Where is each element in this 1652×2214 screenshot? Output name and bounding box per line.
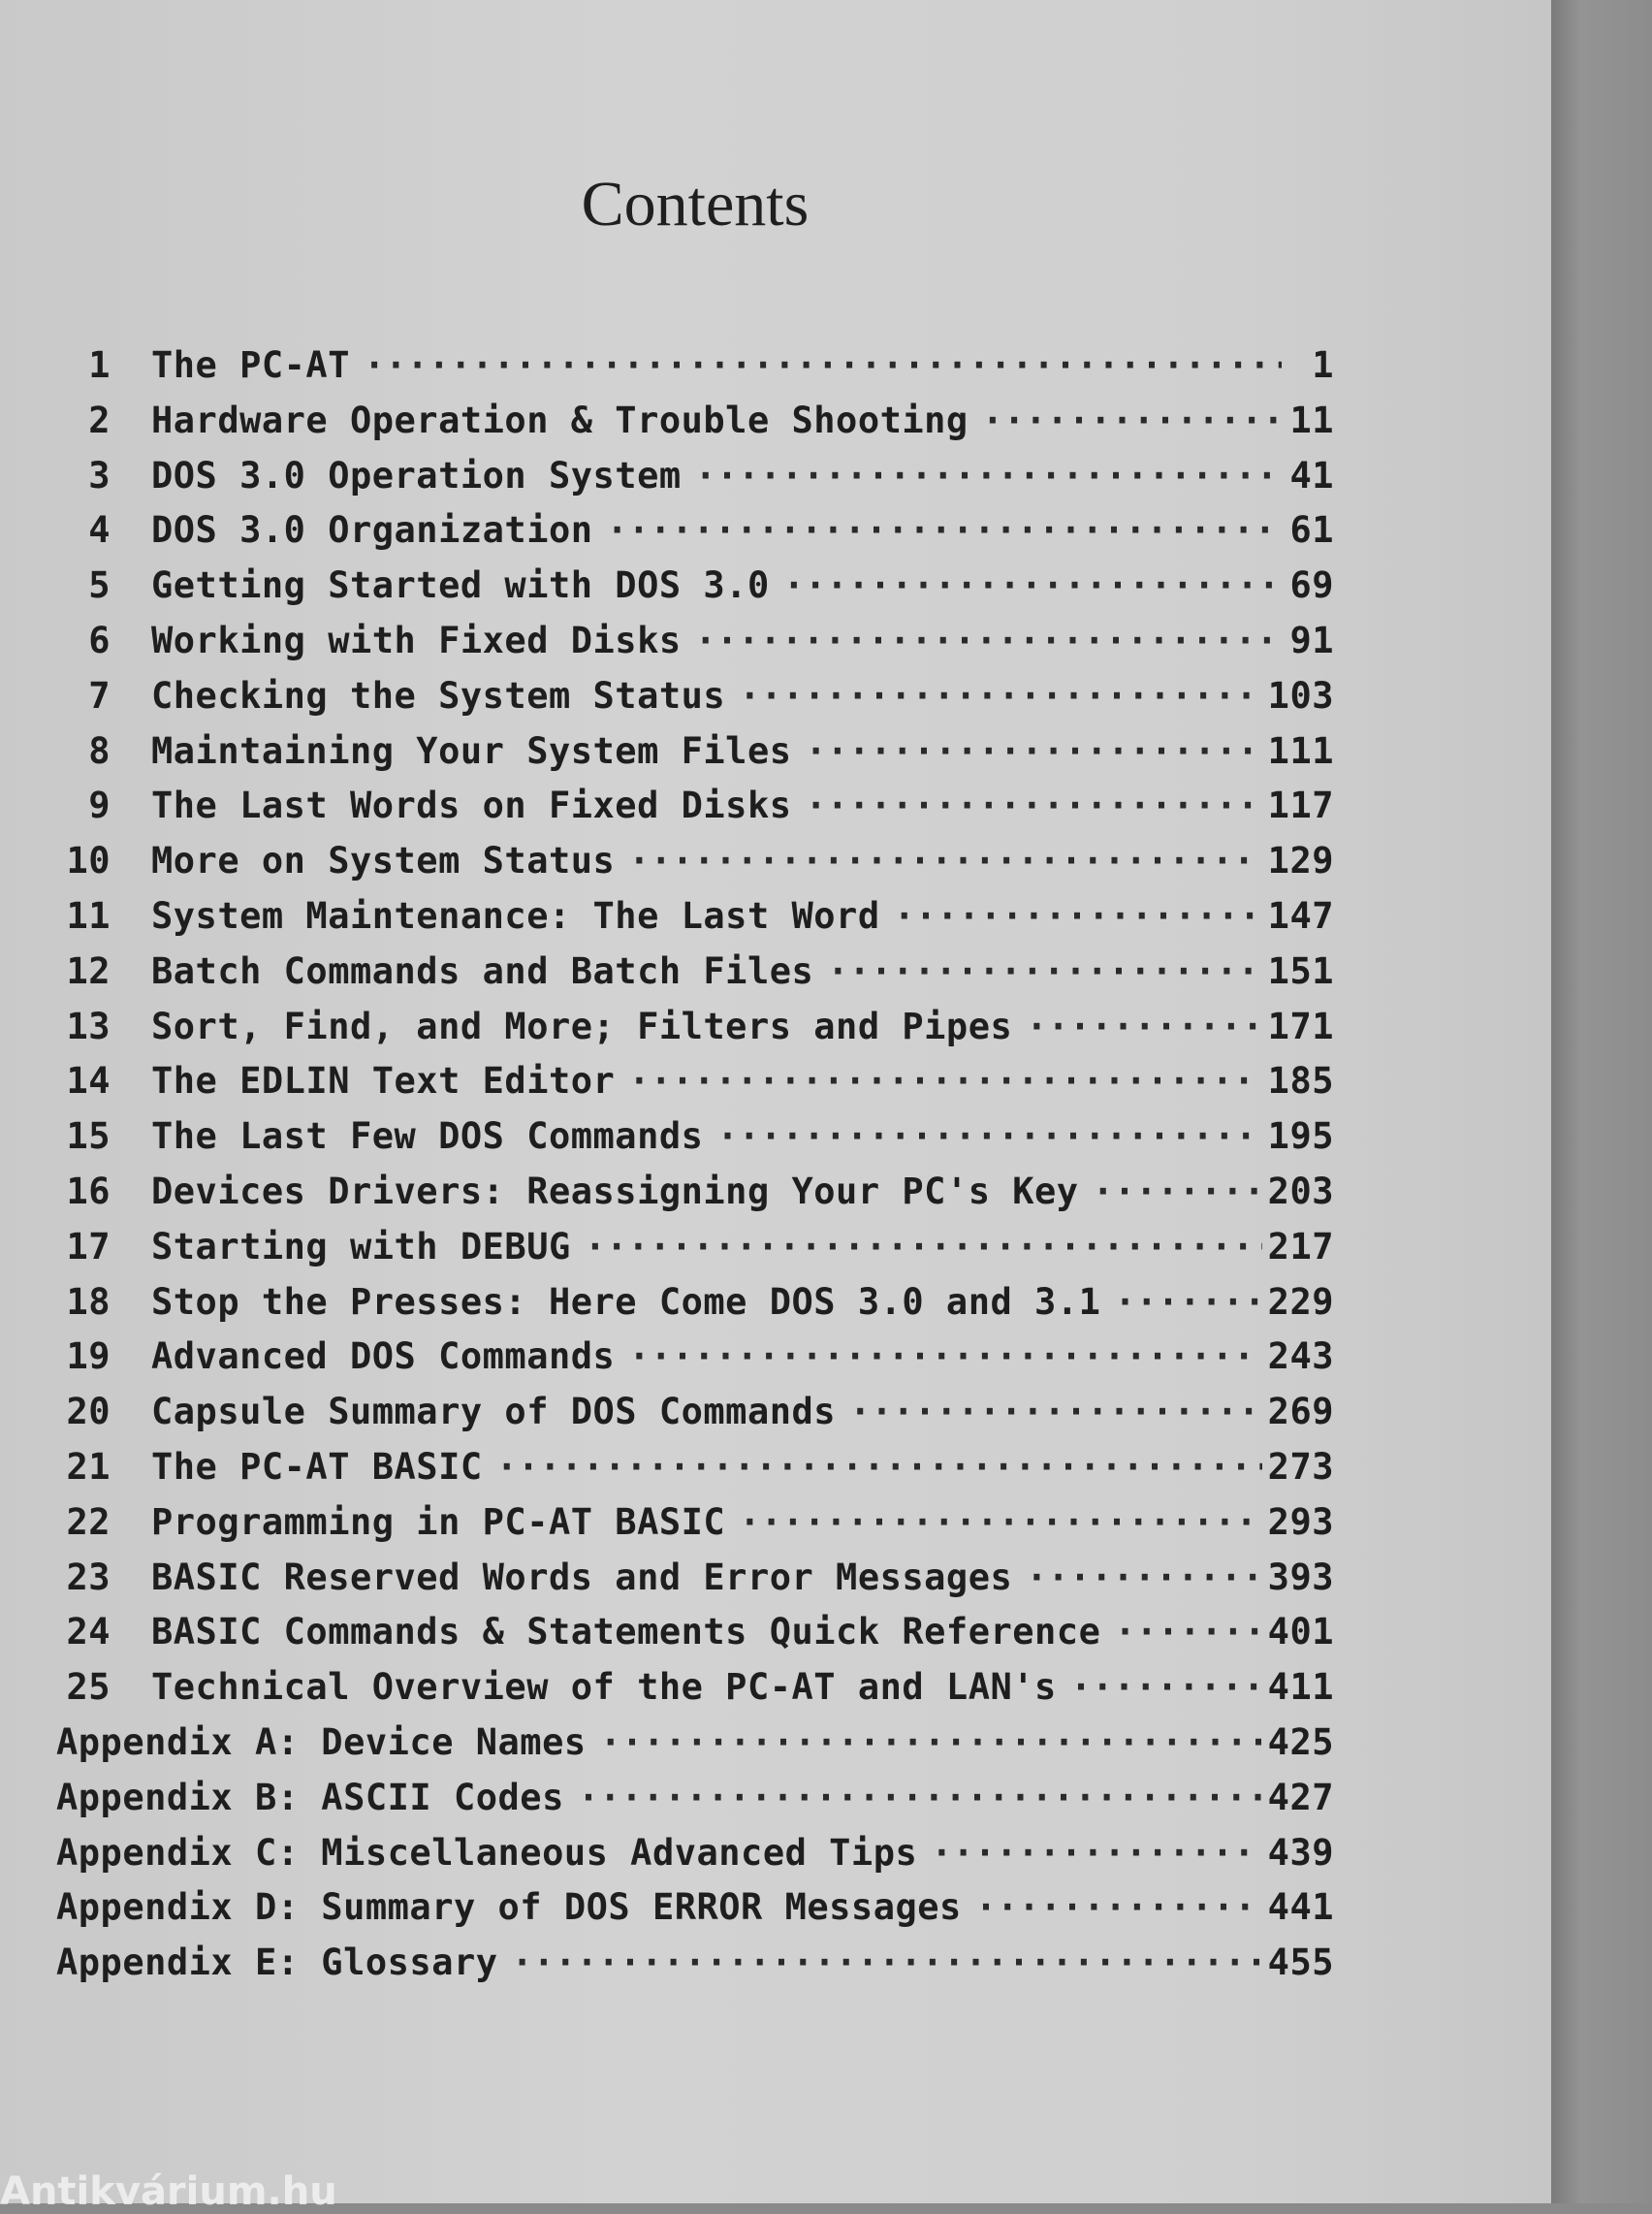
page-number: 217 [1267, 1225, 1334, 1267]
dot-leader [600, 1721, 1262, 1763]
toc-entry [56, 730, 1334, 786]
chapter-number: 25 [66, 1666, 111, 1709]
dot-leader [849, 1391, 1262, 1432]
chapter-number: 21 [66, 1445, 111, 1488]
entry-title: Starting with DEBUG [151, 1225, 571, 1267]
toc-entry [56, 620, 1334, 675]
page-number: 61 [1289, 509, 1334, 552]
page-number: 393 [1267, 1556, 1334, 1598]
page-number: 171 [1267, 1005, 1334, 1047]
dot-leader [1026, 1006, 1261, 1047]
entry-title: Technical Overview of the PC-AT and LAN's [151, 1666, 1057, 1709]
toc-entry [56, 1281, 1334, 1336]
page-number: 69 [1289, 564, 1334, 607]
chapter-number: 10 [66, 840, 111, 882]
chapter-number: 7 [88, 674, 111, 717]
dot-leader [931, 1832, 1261, 1874]
dot-leader [982, 400, 1282, 441]
toc-entry [56, 1501, 1334, 1556]
page-number: 439 [1267, 1831, 1334, 1874]
page-number: 91 [1289, 619, 1334, 661]
chapter-number: 18 [66, 1280, 111, 1323]
dot-leader [716, 1115, 1261, 1157]
entry-title: System Maintenance: The Last Word [151, 894, 880, 937]
page-number: 427 [1267, 1776, 1334, 1818]
dot-leader [1026, 1556, 1261, 1598]
entry-title: The PC-AT BASIC [151, 1445, 483, 1488]
entry-title: Maintaining Your System Files [151, 729, 792, 772]
entry-title: The Last Few DOS Commands [151, 1115, 704, 1158]
page-number: 411 [1267, 1666, 1334, 1709]
toc-entry [56, 1446, 1334, 1501]
chapter-number: 14 [66, 1060, 111, 1103]
dot-leader [1114, 1281, 1261, 1323]
toc-entry [56, 1335, 1334, 1391]
toc-entry [56, 1666, 1334, 1721]
dot-leader [585, 1226, 1262, 1267]
toc-entry [56, 1391, 1334, 1446]
toc-entry [56, 455, 1334, 510]
chapter-number: 11 [66, 894, 111, 937]
chapter-number: 3 [88, 454, 111, 497]
toc-appendix-entry [56, 1777, 1334, 1832]
dot-leader [695, 455, 1282, 497]
dot-leader [1114, 1611, 1261, 1652]
dot-leader [496, 1446, 1262, 1488]
dot-leader [628, 1335, 1261, 1377]
chapter-number: 24 [66, 1611, 111, 1653]
entry-title: Batch Commands and Batch Files [151, 949, 814, 992]
entry-title: The Last Words on Fixed Disks [151, 785, 792, 827]
toc-appendix-entry [56, 1941, 1334, 1997]
entry-title: The PC-AT [151, 344, 350, 386]
page-number: 269 [1267, 1391, 1334, 1433]
page-number: 129 [1267, 840, 1334, 882]
page-number: 229 [1267, 1280, 1334, 1323]
entry-title: Appendix B: ASCII Codes [56, 1776, 564, 1818]
entry-title: Working with Fixed Disks [151, 619, 682, 661]
chapter-number: 4 [88, 509, 111, 552]
dot-leader [1093, 1171, 1262, 1212]
chapter-number: 6 [88, 619, 111, 661]
toc-entry [56, 1115, 1334, 1171]
chapter-number: 8 [88, 729, 111, 772]
entry-title: BASIC Commands & Statements Quick Reference [151, 1611, 1101, 1653]
entry-title: Appendix E: Glossary [56, 1941, 498, 1984]
toc-entry [56, 400, 1334, 455]
toc-appendix-entry [56, 1721, 1334, 1777]
dot-leader [578, 1777, 1262, 1818]
entry-title: Stop the Presses: Here Come DOS 3.0 and 3.1 [151, 1280, 1101, 1323]
page-number: 425 [1267, 1720, 1334, 1763]
toc-appendix-entry [56, 1886, 1334, 1941]
dot-leader [364, 344, 1282, 386]
chapter-number: 19 [66, 1335, 111, 1378]
chapter-number: 2 [88, 399, 111, 441]
dot-leader [894, 895, 1262, 937]
page-number: 203 [1267, 1170, 1334, 1212]
chapter-number: 9 [88, 785, 111, 827]
entry-title: Appendix A: Device Names [56, 1720, 587, 1763]
dot-leader [1070, 1666, 1262, 1708]
page-number: 185 [1267, 1060, 1334, 1103]
page-number: 195 [1267, 1115, 1334, 1158]
entry-title: Capsule Summary of DOS Commands [151, 1391, 837, 1433]
dot-leader [783, 564, 1282, 606]
watermark: Antikvárium.hu [0, 2169, 337, 2214]
table-of-contents [56, 344, 1334, 1997]
entry-title: Hardware Operation & Trouble Shooting [151, 399, 969, 441]
page-number: 11 [1289, 399, 1334, 441]
toc-entry [56, 840, 1334, 895]
dot-leader [975, 1886, 1262, 1928]
entry-title: Sort, Find, and More; Filters and Pipes [151, 1005, 1013, 1047]
page-title: Contents [581, 169, 810, 240]
toc-entry [56, 344, 1334, 400]
toc-entry [56, 1556, 1334, 1612]
entry-title: The EDLIN Text Editor [151, 1060, 616, 1103]
toc-entry [56, 1611, 1334, 1666]
entry-title: More on System Status [151, 840, 616, 882]
entry-title: BASIC Reserved Words and Error Messages [151, 1556, 1013, 1598]
chapter-number: 13 [66, 1005, 111, 1047]
page-number: 1 [1312, 344, 1334, 386]
dot-leader [628, 840, 1261, 882]
chapter-number: 12 [66, 949, 111, 992]
chapter-number: 5 [88, 564, 111, 607]
dot-leader [827, 950, 1261, 992]
page-number: 401 [1267, 1611, 1334, 1653]
toc-entry [56, 1006, 1334, 1061]
page-number: 41 [1289, 454, 1334, 497]
page-number: 103 [1267, 674, 1334, 717]
chapter-number: 17 [66, 1225, 111, 1267]
entry-title: Devices Drivers: Reassigning Your PC's Key [151, 1170, 1079, 1212]
chapter-number: 23 [66, 1556, 111, 1598]
entry-title: Getting Started with DOS 3.0 [151, 564, 770, 607]
entry-title: Appendix C: Miscellaneous Advanced Tips [56, 1831, 918, 1874]
page-number: 243 [1267, 1335, 1334, 1378]
chapter-number: 22 [66, 1500, 111, 1543]
toc-entry [56, 1226, 1334, 1281]
page-number: 151 [1267, 949, 1334, 992]
chapter-number: 1 [88, 344, 111, 386]
dot-leader [607, 509, 1282, 551]
dot-leader [512, 1941, 1262, 1983]
dot-leader [806, 730, 1262, 772]
dot-leader [695, 620, 1282, 661]
chapter-number: 16 [66, 1170, 111, 1212]
dot-leader [806, 785, 1262, 826]
toc-entry [56, 895, 1334, 950]
toc-entry [56, 1171, 1334, 1226]
page-number: 293 [1267, 1500, 1334, 1543]
chapter-number: 15 [66, 1115, 111, 1158]
toc-entry [56, 675, 1334, 730]
entry-title: DOS 3.0 Operation System [151, 454, 682, 497]
page-edge-shadow [1551, 0, 1652, 2203]
dot-leader [628, 1060, 1261, 1102]
page-number: 111 [1267, 729, 1334, 772]
dot-leader [739, 675, 1261, 717]
entry-title: Checking the System Status [151, 674, 726, 717]
toc-entry [56, 1060, 1334, 1115]
toc-entry [56, 785, 1334, 840]
page-number: 455 [1267, 1941, 1334, 1984]
page-number: 273 [1267, 1445, 1334, 1488]
toc-appendix-entry [56, 1832, 1334, 1887]
entry-title: Programming in PC-AT BASIC [151, 1500, 726, 1543]
dot-leader [739, 1501, 1261, 1543]
toc-entry [56, 950, 1334, 1006]
page-number: 147 [1267, 894, 1334, 937]
page-number: 117 [1267, 785, 1334, 827]
toc-entry [56, 509, 1334, 564]
entry-title: Appendix D: Summary of DOS ERROR Messages [56, 1886, 962, 1929]
toc-entry [56, 564, 1334, 620]
chapter-number: 20 [66, 1391, 111, 1433]
entry-title: Advanced DOS Commands [151, 1335, 616, 1378]
page-number: 441 [1267, 1886, 1334, 1929]
entry-title: DOS 3.0 Organization [151, 509, 593, 552]
